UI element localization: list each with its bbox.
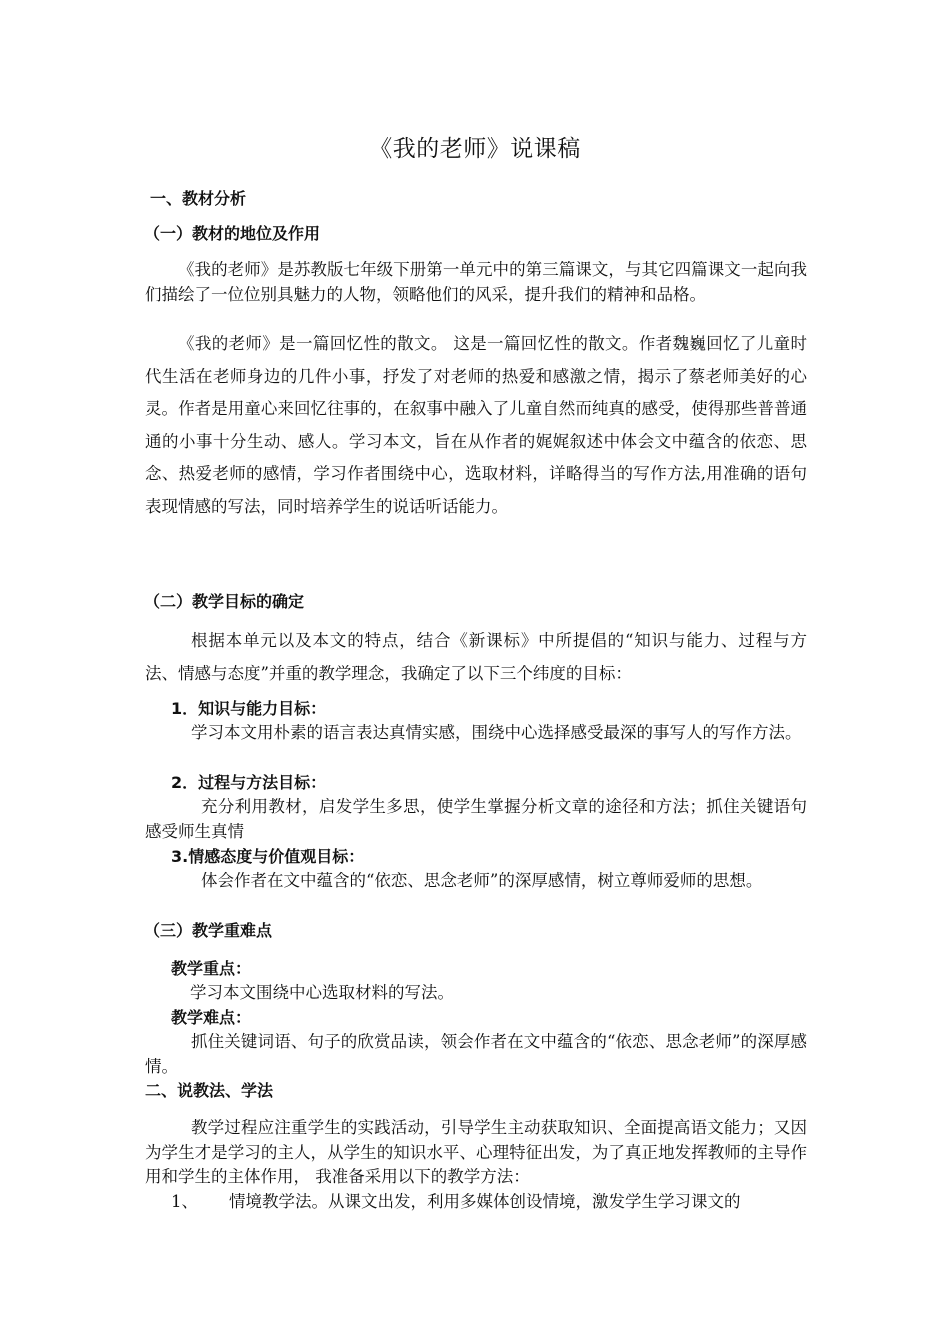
key-point-heading: 教学重点： [171, 959, 252, 978]
section-heading-teaching-methods: 二、说教法、学法 [145, 1081, 274, 1100]
method-item-1 [171, 1190, 807, 1215]
paragraph-teaching-methods: 教学过程应注重学生的实践活动，引导学生主动获取知识、全面提高语文能力；又因为学生才是学习的主人，从学生的知识水平、心理特征出发，为了真正地发挥教师的主导作用和学生的主体作用， 我准备采用以下的教学方法： [145, 1118, 807, 1186]
document-title: 《我的老师》说课稿 [369, 136, 581, 162]
goal-process-heading: 2．过程与方法目标： [171, 773, 327, 792]
goal-knowledge-heading: 1．知识与能力目标： [171, 699, 327, 718]
method-item-text: 情境教学法。从课文出发，利用多媒体创设情境，激发学生学习课文的 [229, 1192, 741, 1211]
goal-knowledge-text: 学习本文用朴素的语言表达真情实感，围绕中心选择感受最深的事写人的写作方法。 [191, 723, 802, 742]
paragraph-status-and-role: 《我的老师》是苏教版七年级下册第一单元中的第三篇课文，与其它四篇课文一起向我们描绘了一位位别具魅力的人物，领略他们的风采，提升我们的精神和品格。 [145, 260, 807, 304]
subheading-teaching-objectives: （二）教学目标的确定 [144, 592, 305, 611]
subheading-key-points: （三）教学重难点 [144, 921, 273, 940]
paragraph-text-overview: 《我的老师》是一篇回忆性的散文。 这是一篇回忆性的散文。作者魏巍回忆了儿童时代生活在老师身边的几件小事，抒发了对老师的热爱和感激之情，揭示了蔡老师美好的心灵。作者是用童心来回忆往事的，在叙事中融入了儿童自然而纯真的感受，使得那些普普通通的小事十分生动、感人。学习本文，旨在从作者的娓娓叙述中体会文中蕴含的依恋、思念、热爱老师的感情，学习作者围绕中心，选取材料，详略得当的写作方法,用准确的语句表现情感的写法，同时培养学生的说话听话能力。 [145, 334, 807, 516]
difficulty-text: 抓住关键词语、句子的欣赏品读，领会作者在文中蕴含的“依恋、思念老师”的深厚感情。 [145, 1032, 807, 1076]
difficulty-heading: 教学难点： [171, 1008, 252, 1027]
method-item-number: 1、 [171, 1192, 198, 1211]
paragraph-objectives-intro: 根据本单元以及本文的特点，结合《新课标》中所提倡的“知识与能力、过程与方法、情感与态度”并重的教学理念，我确定了以下三个纬度的目标： [145, 631, 807, 683]
section-heading-textbook-analysis: 一、教材分析 [150, 189, 247, 208]
goal-emotion-text: 体会作者在文中蕴含的“依恋、思念老师”的深厚感情，树立尊师爱师的思想。 [201, 871, 763, 890]
goal-process-text: 充分利用教材，启发学生多思，使学生掌握分析文章的途径和方法；抓住关键语句感受师生真情 [145, 797, 807, 841]
subheading-status-and-role: （一）教材的地位及作用 [144, 224, 321, 243]
goal-emotion-heading: 3.情感态度与价值观目标： [171, 847, 365, 866]
key-point-text: 学习本文围绕中心选取材料的写法。 [190, 983, 454, 1002]
